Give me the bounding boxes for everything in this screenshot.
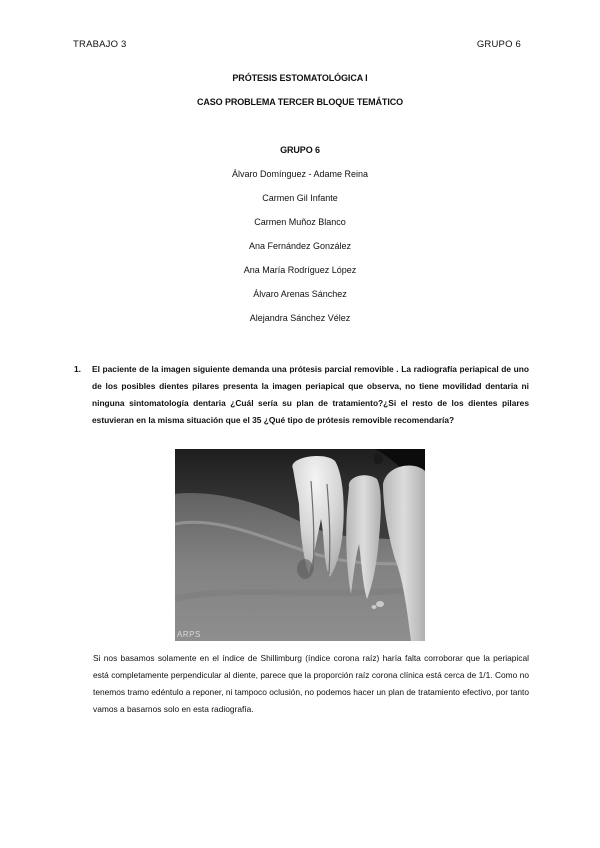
member-name: Carmen Muñoz Blanco: [254, 217, 346, 227]
document-subtitle: CASO PROBLEMA TERCER BLOQUE TEMÁTICO: [196, 97, 404, 107]
question-block: [74, 361, 529, 429]
member-name: Ana María Rodríguez López: [243, 265, 357, 275]
member-name: Carmen Gil Infante: [262, 193, 338, 203]
header-right-label: GRUPO 6: [476, 39, 521, 50]
member-name: Alejandra Sánchez Vélez: [249, 313, 351, 323]
periapical-radiograph: [175, 449, 425, 641]
group-title: GRUPO 6: [280, 145, 320, 155]
member-name: Álvaro Domínguez - Adame Reina: [231, 169, 369, 179]
question-text: El paciente de la imagen siguiente demanda una prótesis parcial removible . La radiografía periapical de uno de los posibles dientes pilares presenta la imagen periapical que observa, no tiene movilidad dentaria ni ninguna sintomatología dentaria ¿Cuál sería su plan de tratamiento?¿Si el resto de los dientes pilares estuvieran en la misma situación que el 35 ¿Qué tipo de prótesis removible recomendaría?: [92, 364, 529, 425]
header-left-label: TRABAJO 3: [73, 39, 127, 50]
question-number: 1.: [74, 364, 81, 374]
member-name: Ana Fernández González: [248, 241, 352, 251]
member-list: [0, 168, 600, 336]
radiograph-watermark: ARPS: [177, 630, 201, 639]
member-name: Álvaro Arenas Sánchez: [253, 289, 347, 299]
answer-paragraph: Si nos basamos solamente en el índice de Shillimburg (índice corona raíz) haría falta corroborar que la periapical está completamente perpendicular al diente, parece que la proporción raíz corona clínica está cerca de 1/1. Como no tenemos tramo edéntulo a reponer, ni tampoco oclusión, no podemos hacer un plan de tratamiento efectivo, por tanto vamos a basarnos solo en esta radiografía.: [93, 653, 529, 714]
radiograph-image: [175, 449, 425, 641]
document-title: PRÓTESIS ESTOMATOLÓGICA I: [232, 73, 368, 83]
